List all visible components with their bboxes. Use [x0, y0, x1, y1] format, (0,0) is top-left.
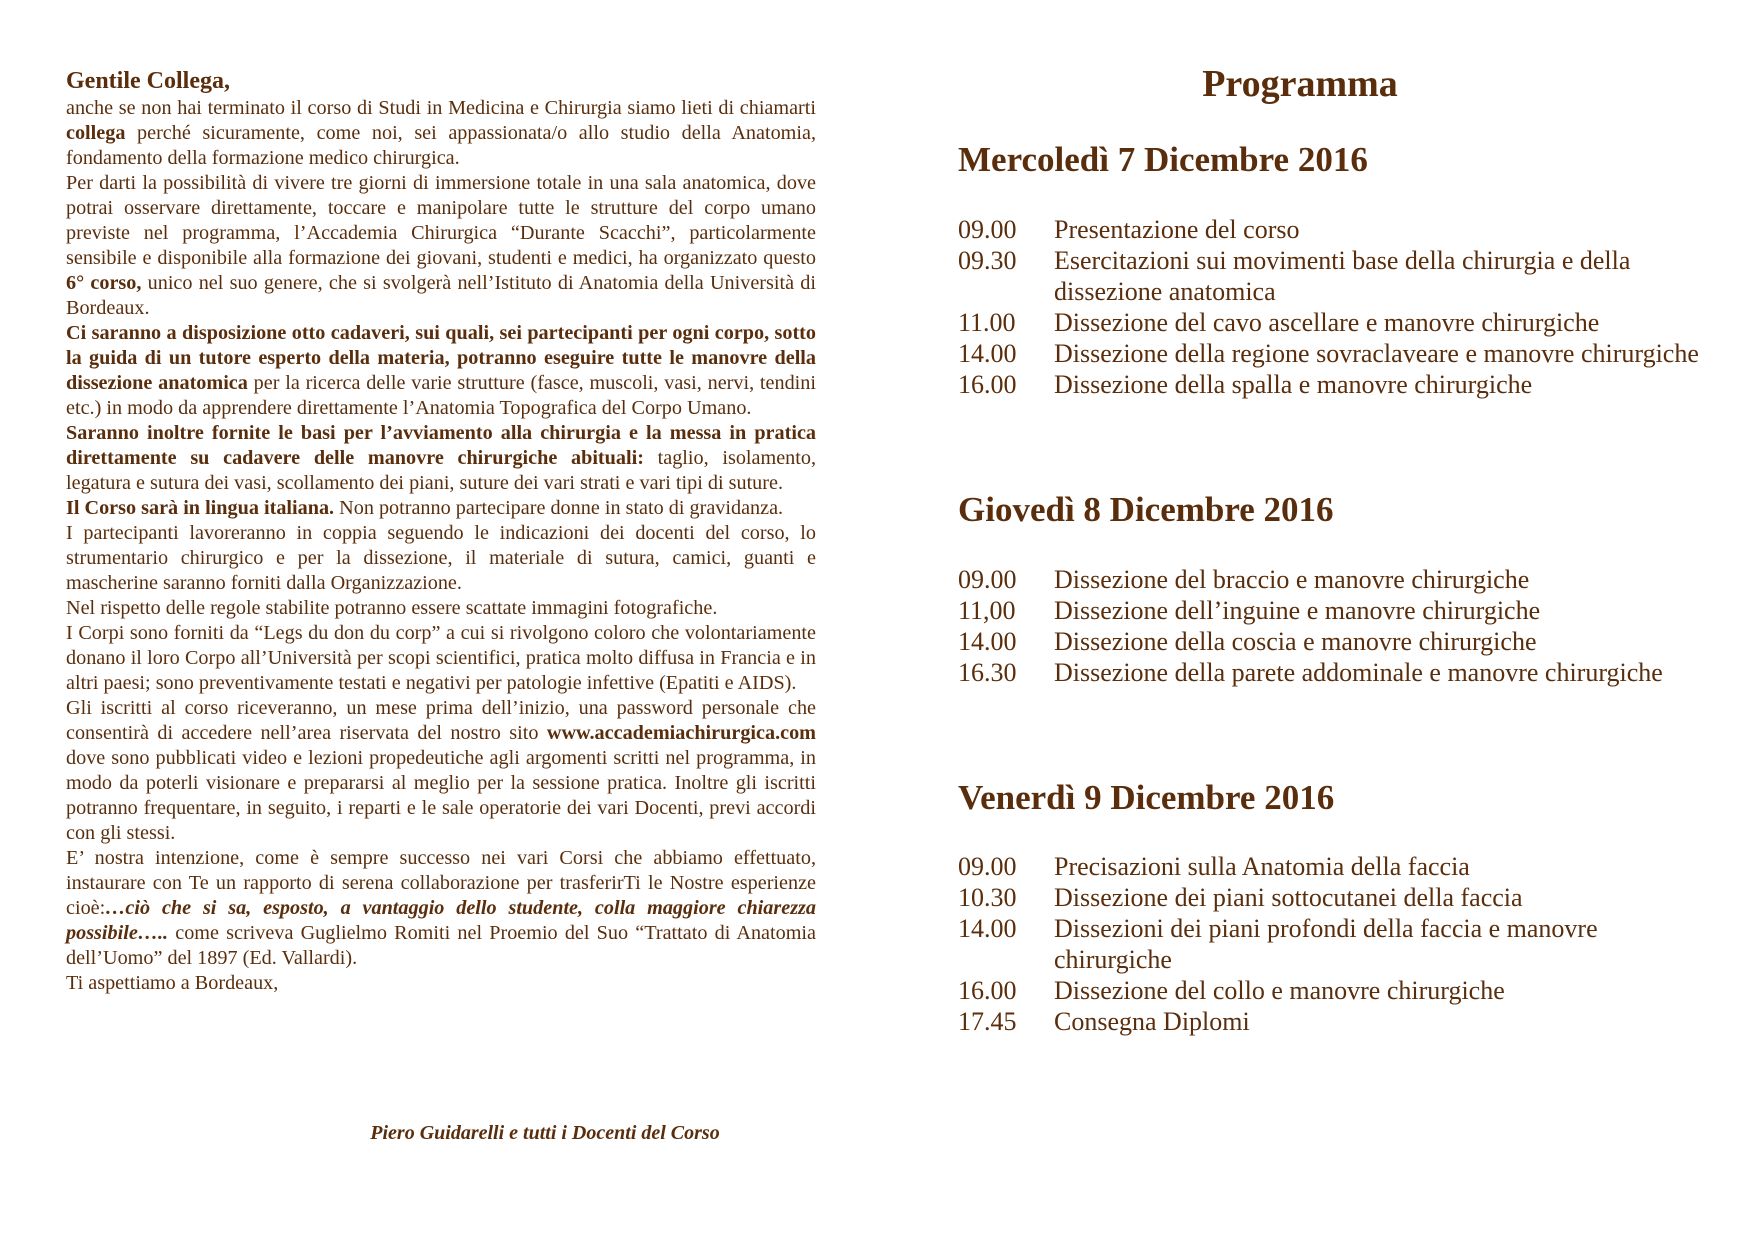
text: come scriveva Guglielmo Romiti nel Proemio del Suo “Trattato di Anatomia dell’Uomo” del 1897 (Ed. Vallardi). — [66, 922, 816, 969]
day-schedule — [958, 564, 1708, 688]
program-title: Programma — [1202, 63, 1398, 105]
bold-text: collega — [66, 122, 126, 144]
schedule-desc: Dissezione della regione sovraclaveare e manovre chirurgiche — [1054, 339, 1699, 368]
text: dove sono pubblicati video e lezioni propedeutiche agli argomenti scritti nel programma, in modo da poterli visionare e prepararsi al meglio per la sessione pratica. Inoltre gli iscritti potranno frequentare, in seguito, i reparti e le sale operatorie dei vari Docenti, previ accordi con gli stessi. — [66, 747, 816, 844]
quote-text: …ciò che si sa, esposto, a vantaggio dello studente, colla maggiore chiarezza possibile….. — [66, 897, 816, 944]
schedule-desc: Precisazioni sulla Anatomia della faccia — [1054, 852, 1470, 881]
day-heading: Giovedì 8 Dicembre 2016 — [958, 490, 1334, 529]
schedule-time: 16.00 — [958, 976, 1017, 1005]
schedule-row — [958, 369, 1708, 400]
schedule-row — [958, 882, 1708, 913]
schedule-desc: Dissezione dell’inguine e manovre chirurgiche — [1054, 596, 1541, 625]
schedule-row — [958, 913, 1708, 975]
schedule-row — [958, 307, 1708, 338]
bold-text: 6° corso, — [66, 272, 142, 294]
letter-paragraph — [66, 696, 816, 846]
letter-paragraph — [66, 171, 816, 321]
schedule-row — [958, 214, 1708, 245]
day-heading: Mercoledì 7 Dicembre 2016 — [958, 140, 1368, 179]
schedule-desc: Dissezione del collo e manovre chirurgiche — [1054, 976, 1505, 1005]
letter-paragraph — [66, 421, 816, 496]
schedule-time: 14.00 — [958, 627, 1017, 656]
bold-text: Saranno inoltre fornite le basi per l’avviamento alla chirurgia e la messa in pratica direttamente su cadavere delle manovre chirurgiche abituali: — [66, 422, 816, 469]
text: unico nel suo genere, che si svolgerà nell’Istituto di Anatomia della Università di Bordeaux. — [66, 272, 816, 319]
schedule-desc: Dissezione della coscia e manovre chirurgiche — [1054, 627, 1537, 656]
schedule-time: 11,00 — [958, 596, 1016, 625]
letter-paragraph — [66, 321, 816, 421]
schedule-time: 09.30 — [958, 246, 1017, 275]
schedule-row — [958, 975, 1708, 1006]
text: anche se non hai terminato il corso di Studi in Medicina e Chirurgia siamo lieti di chiamarti — [66, 97, 816, 119]
schedule-time: 16.30 — [958, 658, 1017, 687]
letter-paragraph — [66, 846, 816, 971]
schedule-row — [958, 851, 1708, 882]
day-schedule — [958, 214, 1708, 400]
schedule-time: 09.00 — [958, 215, 1017, 244]
schedule-desc: Consegna Diplomi — [1054, 1007, 1250, 1036]
schedule-desc: Dissezione dei piani sottocutanei della faccia — [1054, 883, 1523, 912]
schedule-time: 09.00 — [958, 852, 1017, 881]
schedule-time: 16.00 — [958, 370, 1017, 399]
schedule-time: 14.00 — [958, 339, 1017, 368]
schedule-row — [958, 626, 1708, 657]
schedule-desc: Esercitazioni sui movimenti base della chirurgia e della dissezione anatomica — [1054, 246, 1631, 306]
letter-paragraph: I Corpi sono forniti da “Legs du don du corp” a cui si rivolgono coloro che volontariamente donano il loro Corpo all’Università per scopi scientifici, pratica molto diffusa in Francia e in altri paesi; sono preventivamente testati e negativi per patologie infettive (Epatiti e AIDS). — [66, 622, 816, 694]
letter-body — [66, 66, 816, 996]
text: E’ nostra intenzione, come è sempre successo nei vari Corsi che abbiamo effettuato, instaurare con Te un rapporto di serena collaborazione per trasferirTi le Nostre esperienze cioè: — [66, 847, 816, 919]
schedule-desc: Dissezione del cavo ascellare e manovre chirurgiche — [1054, 308, 1600, 337]
bold-text: Il Corso sarà in lingua italiana. — [66, 497, 335, 519]
schedule-time: 14.00 — [958, 914, 1017, 943]
schedule-time: 10.30 — [958, 883, 1017, 912]
letter-paragraph — [66, 96, 816, 171]
schedule-time: 17.45 — [958, 1007, 1017, 1036]
schedule-row — [958, 338, 1708, 369]
day-heading: Venerdì 9 Dicembre 2016 — [958, 778, 1335, 817]
text: Non potranno partecipare donne in stato di gravidanza. — [334, 497, 784, 519]
schedule-desc: Dissezione del braccio e manovre chirurgiche — [1054, 565, 1530, 594]
schedule-row — [958, 1006, 1708, 1037]
schedule-desc: Dissezione della parete addominale e manovre chirurgiche — [1054, 658, 1663, 687]
schedule-desc: Dissezioni dei piani profondi della faccia e manovre chirurgiche — [1054, 914, 1598, 974]
bold-text: Ci saranno a disposizione otto cadaveri, sui quali, sei partecipanti per ogni corpo, sotto la guida di un tutore esperto della materia, potranno eseguire tutte le manovre della dissezione anatomica — [66, 322, 816, 394]
schedule-row — [958, 657, 1708, 688]
schedule-time: 11.00 — [958, 308, 1016, 337]
schedule-time: 09.00 — [958, 565, 1017, 594]
text: Gli iscritti al corso riceveranno, un mese prima dell’inizio, una password personale che consentirà di accedere nell’area riservata del nostro sito — [66, 697, 816, 744]
text: per la ricerca delle varie strutture (fasce, muscoli, vasi, nervi, tendini etc.) in modo da apprendere direttamente l’Anatomia Topografica del Corpo Umano. — [66, 372, 816, 419]
schedule-desc: Dissezione della spalla e manovre chirurgiche — [1054, 370, 1533, 399]
day-schedule — [958, 851, 1708, 1037]
letter-greeting: Gentile Collega, — [66, 68, 230, 94]
text: taglio, isolamento, legatura e sutura dei vasi, scollamento dei piani, suture dei vari strati e vari tipi di suture. — [66, 447, 817, 494]
schedule-row — [958, 245, 1708, 307]
text: perché sicuramente, come noi, sei appassionata/o allo studio della Anatomia, fondamento della formazione medico chirurgica. — [66, 122, 816, 169]
website-link[interactable]: www.accademiachirurgica.com — [546, 722, 816, 744]
schedule-row — [958, 595, 1708, 626]
signature: Piero Guidarelli e tutti i Docenti del Corso — [370, 1122, 720, 1144]
letter-closing: Ti aspettiamo a Bordeaux, — [66, 972, 279, 994]
letter-paragraph: I partecipanti lavoreranno in coppia seguendo le indicazioni dei docenti del corso, lo strumentario chirurgico e per la dissezione, il materiale di sutura, camici, guanti e mascherine saranno forniti dalla Organizzazione. — [66, 522, 816, 594]
letter-paragraph — [66, 496, 816, 521]
letter-paragraph: Nel rispetto delle regole stabilite potranno essere scattate immagini fotografiche. — [66, 597, 718, 619]
text: Per darti la possibilità di vivere tre giorni di immersione totale in una sala anatomica, dove potrai osservare direttamente, toccare e manipolare tutte le strutture del corpo umano previste nel programma, l’Accademia Chirurgica “Durante Scacchi”, particolarmente sensibile e disponibile alla formazione dei giovani, studenti e medici, ha organizzato questo — [66, 172, 816, 269]
schedule-desc: Presentazione del corso — [1054, 215, 1300, 244]
schedule-row — [958, 564, 1708, 595]
